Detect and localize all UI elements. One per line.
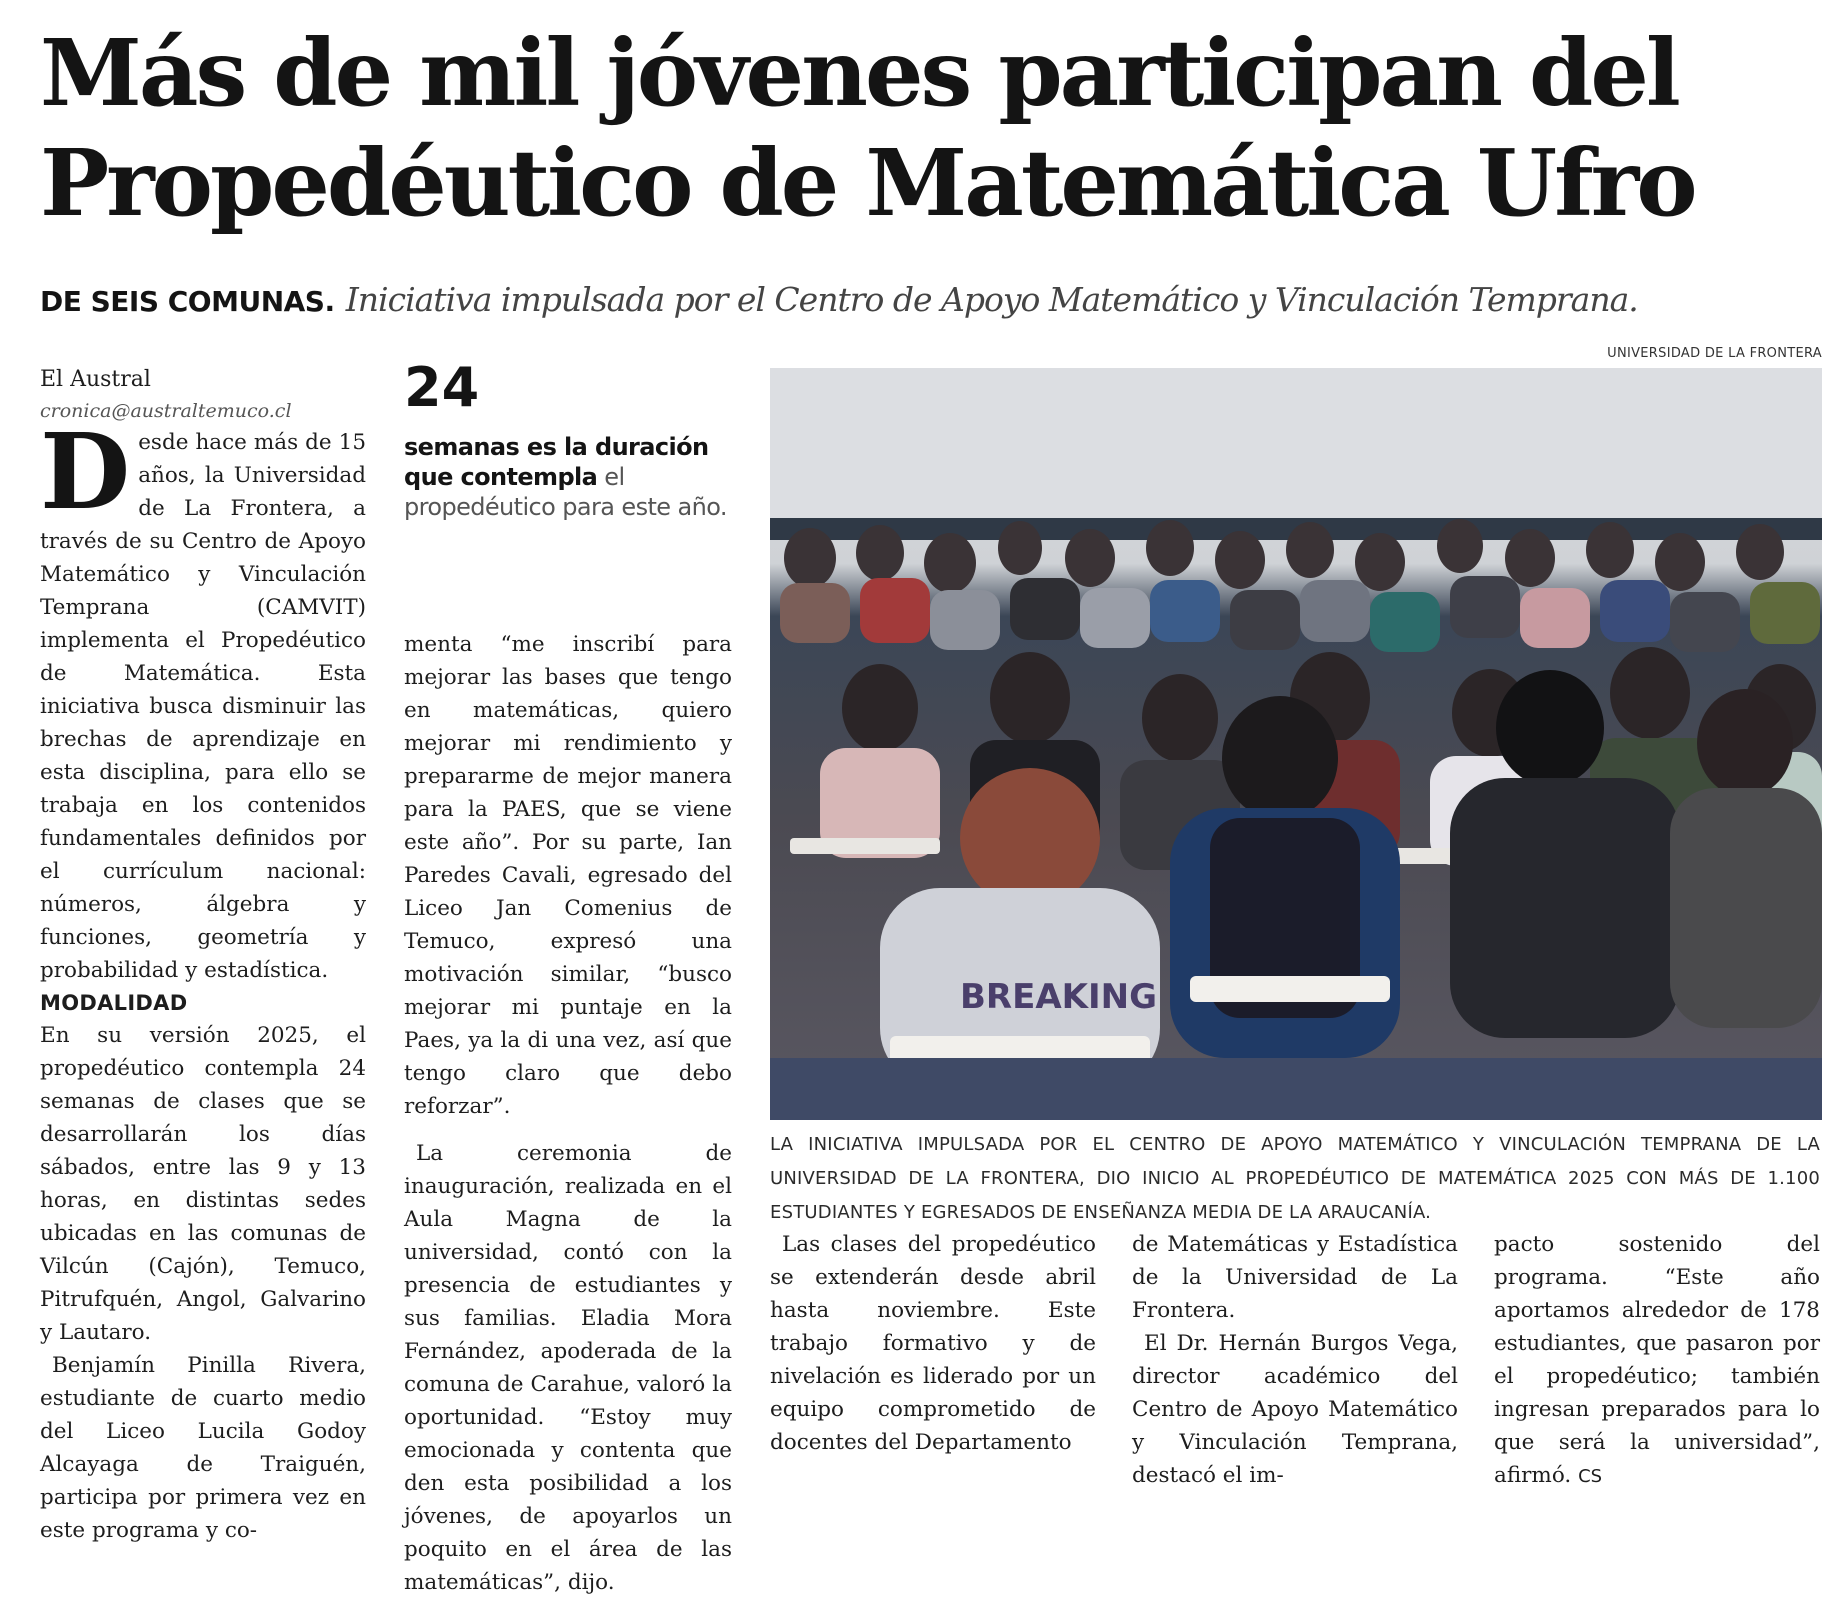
stat-text bbox=[404, 432, 734, 522]
paragraph-intro-text: esde hace más de 15 años, la Universidad de La Frontera, a través de su Centro de Apoyo Matemático y Vinculación Temprana (CAMVIT) implementa el Propedéutico de Matemática. Esta iniciativa busca disminuir las brechas de aprendizaje en esta disciplina, para ello se trabaja en los contenidos fundamentales definidos por el currículum nacional: números, álgebra y funciones, geometría y probabilidad y estadística. bbox=[40, 430, 366, 983]
end-mark: CS bbox=[1578, 1466, 1603, 1487]
paragraph-burgos: El Dr. Hernán Burgos Vega, director académico del Centro de Apoyo Matemático y Vinculación Temprana, destacó el im- bbox=[1132, 1331, 1458, 1488]
column-2 bbox=[404, 628, 732, 1599]
paragraph-ceremony: La ceremonia de inauguración, realizada en el Aula Magna de la universidad, contó con la presencia de estudiantes y sus familias. Eladia Mora Fernández, apoderada de la comuna de Carahue, valoró la oportunidad. “Estoy muy emocionada y contenta que den esta posibilidad a los jóvenes, de apoyarlos un poquito en el área de las matemáticas”, dijo. bbox=[404, 1141, 732, 1595]
stat-number: 24 bbox=[404, 356, 480, 419]
section-heading-modalidad: MODALIDAD bbox=[40, 991, 188, 1015]
classroom-photo bbox=[770, 368, 1822, 1120]
drop-cap: D bbox=[40, 410, 131, 533]
classroom-photo-illustration bbox=[770, 368, 1822, 1120]
paragraph-modalidad: En su versión 2025, el propedéutico contempla 24 semanas de clases que se desarrollarán los días sábados, entre las 9 y 13 horas, en distintas sedes ubicadas en las comunas de Vilcún (Cajón), Temuco, Pitrufquén, Angol, Galvarino y Lautaro. bbox=[40, 1023, 366, 1345]
kicker: DE SEIS COMUNAS. bbox=[40, 285, 335, 318]
column-5 bbox=[1494, 1228, 1820, 1493]
stat-text-bold: semanas es la duración que contempla bbox=[404, 433, 709, 491]
photo-caption: LA INICIATIVA IMPULSADA POR EL CENTRO DE APOYO MATEMÁTICO Y VINCULACIÓN TEMPRANA DE LA UNIVERSIDAD DE LA FRONTERA, DIO INICIO AL PROPEDÉUTICO DE MATEMÁTICA 2025 CON MÁS DE 1.100 ESTUDIANTES Y EGRESADOS DE ENSEÑANZA MEDIA DE LA ARAUCANÍA. bbox=[770, 1134, 1820, 1223]
paragraph-department: de Matemáticas y Estadística de la Universidad de La Frontera. bbox=[1132, 1232, 1458, 1323]
column-3 bbox=[770, 1228, 1096, 1459]
paragraph-quotes: menta “me inscribí para mejorar las bases que tengo en matemáticas, quiero mejorar mi rendimiento y prepararme de mejor manera para la PAES, que se viene este año”. Por su parte, Ian Paredes Cavali, egresado del Liceo Jan Comenius de Temuco, expresó una motivación similar, “busco mejorar mi puntaje en la Paes, ya la di una vez, así que tengo claro que debo reforzar”. bbox=[404, 632, 732, 1119]
column-1 bbox=[40, 364, 366, 1547]
subheadline bbox=[40, 278, 1810, 324]
byline-email: cronica@australtemuco.cl bbox=[40, 400, 292, 422]
shirt-print: BREAKING bbox=[960, 977, 1157, 1017]
photo-credit: UNIVERSIDAD DE LA FRONTERA bbox=[1607, 346, 1822, 361]
paragraph-classes: Las clases del propedéutico se extenderán desde abril hasta noviembre. Este trabajo formativo y de nivelación es liderado por un equipo comprometido de docentes del Departamento bbox=[770, 1232, 1096, 1455]
deck: Iniciativa impulsada por el Centro de Apoyo Matemático y Vinculación Temprana. bbox=[345, 280, 1638, 319]
byline: El Austral bbox=[40, 367, 151, 392]
headline: Más de mil jóvenes participan del Propedéutico de Matemática Ufro bbox=[40, 19, 1695, 237]
paragraph-benjamin: Benjamín Pinilla Rivera, estudiante de cuarto medio del Liceo Lucila Godoy Alcayaga de Traiguén, participa por primera vez en este programa y co- bbox=[40, 1353, 366, 1543]
stat-text-rest: el propedéutico para este año. bbox=[404, 463, 727, 521]
paragraph-closing bbox=[1494, 1228, 1820, 1493]
paragraph-closing-text: pacto sostenido del programa. “Este año aportamos alrededor de 178 estudiantes, que pasaron por el propedéutico; también ingresan preparados para lo que será la universidad”, afirmó. bbox=[1494, 1232, 1820, 1488]
column-4 bbox=[1132, 1228, 1458, 1492]
